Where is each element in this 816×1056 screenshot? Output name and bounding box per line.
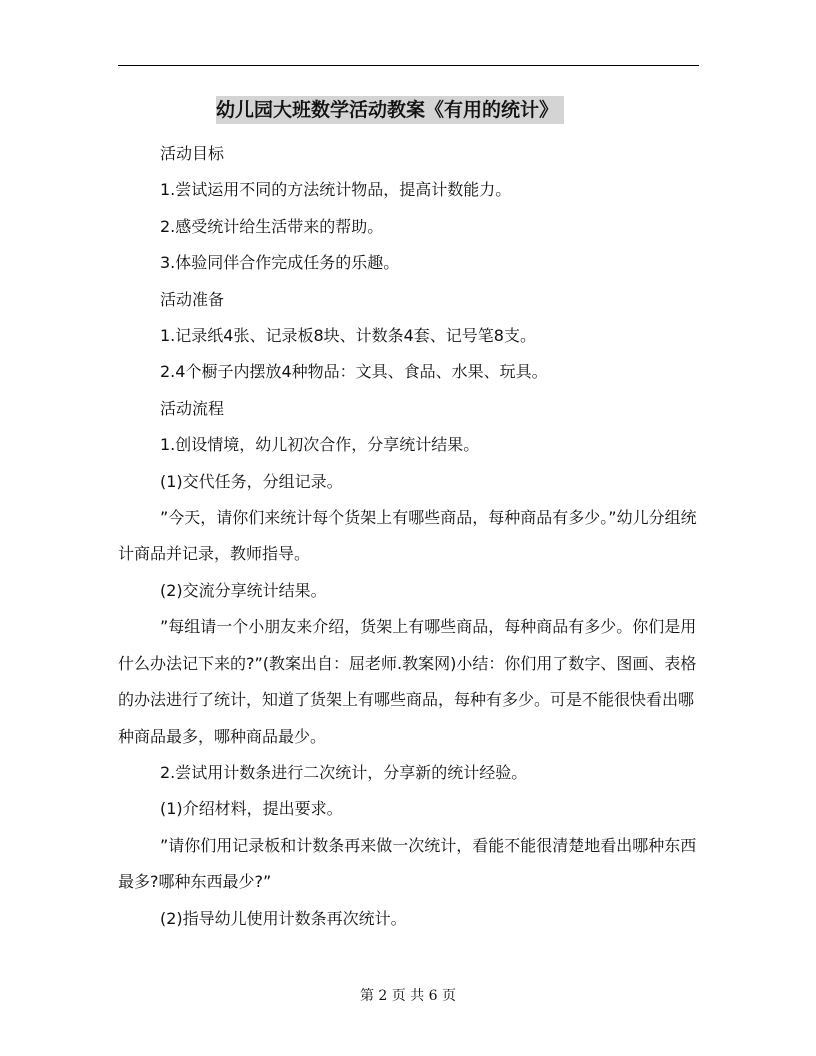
paragraph: ”请你们用记录板和计数条再来做一次统计，看能不能很清楚地看出哪种东西最多?哪种东西最少?” bbox=[118, 835, 697, 892]
paragraph: 2.尝试用计数条进行二次统计，分享新的统计经验。 bbox=[160, 762, 528, 782]
paragraph: 1.创设情境，幼儿初次合作，分享统计结果。 bbox=[160, 435, 480, 455]
paragraph: 活动准备 bbox=[160, 289, 225, 309]
paragraph: ”每组请一个小朋友来介绍，货架上有哪些商品，每种商品有多少。你们是用什么办法记下来的?”(教案出自：屈老师.教案网)小结：你们用了数字、图画、表格的办法进行了统计，知道了货架上有哪些商品，每种有多少。可是不能很快看出哪种商品最多，哪种商品最少。 bbox=[118, 617, 697, 746]
paragraph: 活动目标 bbox=[160, 144, 225, 163]
paragraph: ”今天，请你们来统计每个货架上有哪些商品，每种商品有多少。”幼儿分组统计商品并记录，教师指导。 bbox=[118, 508, 697, 564]
paragraph: 2.感受统计给生活带来的帮助。 bbox=[160, 216, 384, 236]
paragraph: 活动流程 bbox=[160, 398, 225, 418]
paragraph: (2)交流分享统计结果。 bbox=[160, 580, 327, 600]
paragraph: 3.体验同伴合作完成任务的乐趣。 bbox=[160, 253, 400, 273]
document-body bbox=[118, 136, 703, 937]
header-rule bbox=[118, 65, 699, 66]
paragraph: (2)指导幼儿使用计数条再次统计。 bbox=[160, 908, 407, 928]
paragraph: 1.尝试运用不同的方法统计物品，提高计数能力。 bbox=[160, 180, 512, 200]
paragraph: (1)交代任务，分组记录。 bbox=[160, 471, 343, 491]
paragraph: 2.4个橱子内摆放4种物品：文具、食品、水果、玩具。 bbox=[160, 362, 548, 382]
page-number: 第 2 页 共 6 页 bbox=[359, 988, 457, 1004]
paragraph: 1.记录纸4张、记录板8块、计数条4套、记号笔8支。 bbox=[160, 326, 536, 346]
paragraph: (1)介绍材料，提出要求。 bbox=[160, 799, 343, 819]
document-title: 幼儿园大班数学活动教案《有用的统计》 bbox=[216, 96, 564, 124]
